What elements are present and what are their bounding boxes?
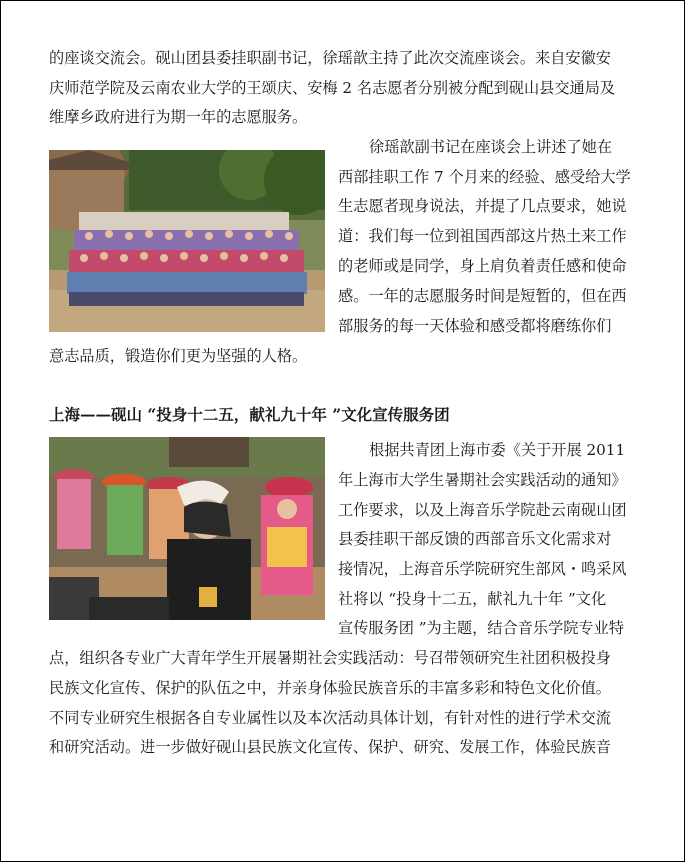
- body-line: 不同专业研究生根据各自专业属性以及本次活动具体计划，有针对性的进行学术交流: [49, 709, 611, 727]
- body-line: 年上海市大学生暑期社会实践活动的通知》: [338, 471, 627, 489]
- body-line: 的座谈交流会。砚山团县委挂职副书记，徐瑶歆主持了此次交流座谈会。来自安徽安: [49, 49, 611, 67]
- body-line: 意志品质，锻造你们更为坚强的人格。: [49, 347, 308, 365]
- body-line: 徐瑶歆副书记在座谈会上讲述了她在: [369, 138, 612, 156]
- body-line: 西部挂职工作 7 个月来的经验、感受给大学: [338, 168, 631, 186]
- body-line: 生志愿者现身说法，并提了几点要求，她说: [338, 197, 627, 215]
- group-photo: [49, 150, 325, 332]
- body-line: 和研究活动。进一步做好砚山县民族文化宣传、保护、研究、发展工作，体验民族音: [49, 738, 611, 756]
- body-line: 县委挂职干部反馈的西部音乐文化需求对: [338, 530, 612, 548]
- body-line: 感。一年的志愿服务时间是短暂的，但在西: [338, 287, 627, 305]
- body-line: 根据共青团上海市委《关于开展 2011: [369, 441, 626, 459]
- performers-photo: [49, 437, 325, 620]
- body-line: 的老师或是同学，身上肩负着责任感和使命: [338, 257, 627, 275]
- body-line: 工作要求，以及上海音乐学院赴云南砚山团: [338, 501, 627, 519]
- body-line: 维摩乡政府进行为期一年的志愿服务。: [49, 108, 308, 126]
- body-line: 接情况，上海音乐学院研究生部风・鸣采风: [338, 560, 627, 578]
- body-line: 道：我们每一位到祖国西部这片热土来工作: [338, 227, 627, 245]
- body-line: 庆师范学院及云南农业大学的王颂庆、安梅 2 名志愿者分别被分配到砚山县交通局及: [49, 79, 616, 97]
- body-line: 社将以 “投身十二五，献礼九十年 ”文化: [338, 590, 607, 608]
- body-line: 宣传服务团 ”为主题，结合音乐学院专业特: [338, 619, 624, 637]
- body-line: 民族文化宣传、保护的队伍之中，并亲身体验民族音乐的丰富多彩和特色文化价值。: [49, 679, 611, 697]
- body-line: 部服务的每一天体验和感受都将磨练你们: [338, 317, 612, 335]
- section-heading: 上海——砚山 “投身十二五，献礼九十年 ”文化宣传服务团: [49, 405, 450, 424]
- body-line: 点，组织各专业广大青年学生开展暑期社会实践活动：号召带领研究生社团积极投身: [49, 649, 611, 667]
